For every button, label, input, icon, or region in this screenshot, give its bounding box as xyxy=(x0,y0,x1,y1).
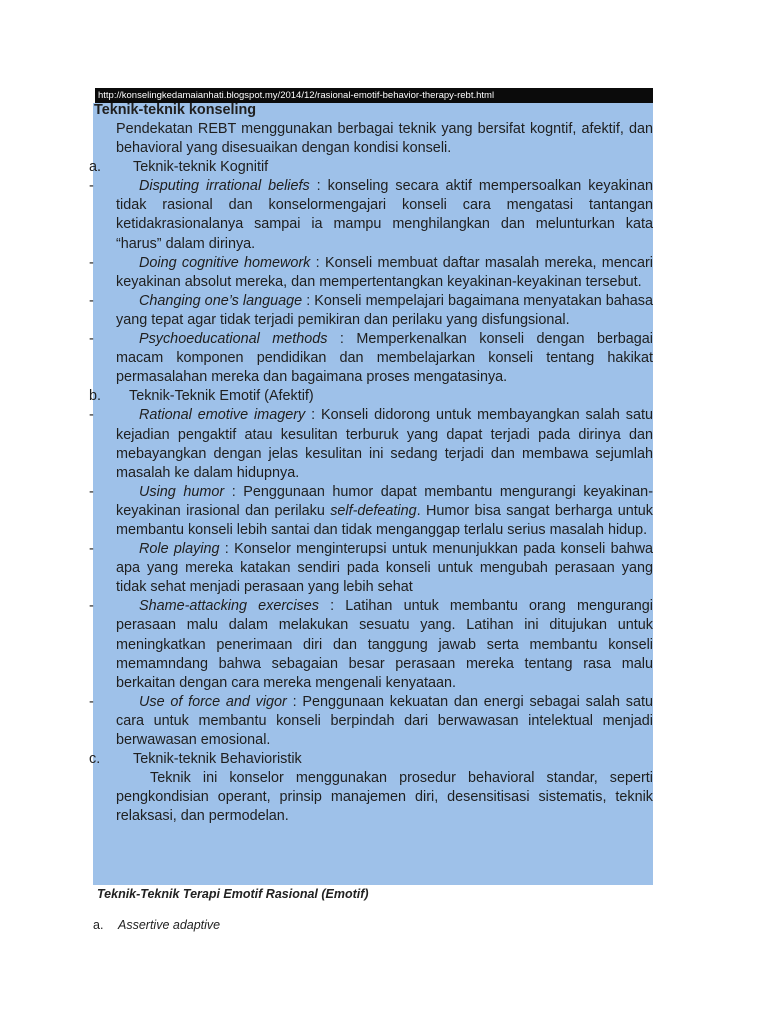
list-item xyxy=(89,254,653,292)
item-sep: : xyxy=(309,178,328,195)
document-body xyxy=(89,101,654,826)
item-term: Shame-attacking exercises xyxy=(139,598,319,615)
item-term: Rational emotive imagery xyxy=(139,407,306,424)
dash-marker: - xyxy=(89,331,94,348)
section-c-text: Teknik ini konselor menggunakan prosedur behavioral standar, seperti pengkondisian operant, prinsip manajemen diri, desensitisasi sistematis, teknik relaksasi, dan permodelan. xyxy=(116,770,653,825)
item-term: Psychoeducational methods xyxy=(139,331,328,348)
subsection-item-text: Assertive adaptive xyxy=(118,918,221,932)
dash-marker: - xyxy=(89,598,94,615)
item-term: Using humor xyxy=(139,483,225,500)
list-item xyxy=(89,597,654,692)
list-item xyxy=(89,540,654,597)
section-b-header xyxy=(89,387,653,406)
item-sep: : xyxy=(224,483,244,500)
dash-marker: - xyxy=(89,178,94,195)
item-text: Konseli didorong untuk membayangkan salah satu kejadian pengaktif atau kesulitan terburuk yang dapat terjadi pada dirinya dan mebayangkan dengan jelas kesulitan ini sedang terjadi dan membawa sejumlah masalah ke dalam hidupnya. xyxy=(116,407,653,481)
item-sep: : xyxy=(219,541,235,558)
item-text: konseling secara aktif mempersoalkan keyakinan tidak rasional dan konselormengajari konseli cara mengatasi tantangan ketidakrasionalanya sampai ia mampu menghilangkan dan melunturkan kata “harus” dalam dirinya. xyxy=(116,178,654,252)
item-sep: : xyxy=(302,292,315,309)
section-c-paragraph xyxy=(93,769,653,826)
section-a-marker: a. xyxy=(89,159,102,176)
intro-paragraph: Pendekatan REBT menggunakan berbagai teknik yang bersifat kogntif, afektif, dan behavioral yang disesuaikan dengan kondisi konseli. xyxy=(116,121,653,157)
list-item xyxy=(89,406,653,482)
item-term: Role playing xyxy=(139,541,220,558)
dash-marker: - xyxy=(89,407,94,424)
item-term: Changing one’s language xyxy=(139,292,303,309)
item-term: Use of force and vigor xyxy=(139,693,287,710)
subsection-item-marker: a. xyxy=(93,918,104,932)
section-b-title: Teknik-Teknik Emotif (Afektif) xyxy=(129,388,314,405)
section-a-header xyxy=(89,158,653,177)
item-term: Disputing irrational beliefs xyxy=(139,178,310,195)
item-text-continued: . Humor bisa sangat berharga untuk membantu konseli lebih santai dan tidak menganggap terlalu serius masalah hidup. xyxy=(116,502,653,538)
dash-marker: - xyxy=(89,292,94,309)
subsection-title: Teknik-Teknik Terapi Emotif Rasional (Emotif) xyxy=(97,887,369,901)
section-c-header xyxy=(89,750,653,769)
item-sep: : xyxy=(305,407,322,424)
item-sep: : xyxy=(327,331,357,348)
item-text: Memperkenalkan konseli dengan berbagai macam komponen pendidikan dan membelajarkan konseli tentang hakikat permasalahan mereka dan bagaimana proses mengatasinya. xyxy=(116,331,654,386)
item-sep: : xyxy=(310,254,325,271)
item-text: Konseli membuat daftar masalah mereka, mencari keyakinan absolut mereka, dan mempertentangkan keyakinan-keyakinan tersebut. xyxy=(116,254,653,290)
section-heading: Teknik-teknik konseling xyxy=(94,102,257,118)
item-text: Latihan untuk membantu orang mengurangi perasaan malu dalam melakukan sesuatu yang. Latihan ini ditujukan untuk meningkatkan penerimaan diri dan tanggung jawab serta membantu konseli memamndang bahwa sebagaian besar perasaan mereka tentang rasa malu berkaitan dengan cara mereka mengenali kenyataan. xyxy=(116,598,654,691)
item-sep: : xyxy=(318,598,346,615)
item-term: Doing cognitive homework xyxy=(139,254,311,271)
section-c-marker: c. xyxy=(89,751,101,768)
subsection-item xyxy=(93,918,220,932)
item-sep: : xyxy=(286,693,303,710)
list-item xyxy=(89,177,654,253)
item-term-inline: self-defeating xyxy=(330,502,417,519)
item-text: Konselor menginterupsi untuk menunjukkan pada konseli bahwa apa yang mereka katakan sendiri pada konseli untuk mengubah perasaan yang tidak sehat menjadi perasaan yang lebih sehat xyxy=(116,541,654,596)
list-item xyxy=(89,483,653,540)
section-a-title: Teknik-teknik Kognitif xyxy=(133,159,269,176)
item-text: Konseli mempelajari bagaimana menyatakan bahasa yang tepat agar tidak terjadi pemikiran dan perilaku yang disfungsional. xyxy=(116,292,653,328)
dash-marker: - xyxy=(89,483,94,500)
section-b-marker: b. xyxy=(89,388,102,405)
list-item xyxy=(89,330,654,387)
item-text: Penggunaan kekuatan dan energi sebagai salah satu cara untuk membantu konseli berpindah dari berwawasan intelektual menjadi berwawasan emosional. xyxy=(116,693,654,748)
list-item xyxy=(89,693,654,750)
source-url: http://konselingkedamaianhati.blogspot.my/2014/12/rasional-emotif-behavior-therapy-rebt.html xyxy=(98,90,495,101)
list-item xyxy=(89,292,653,330)
dash-marker: - xyxy=(89,541,94,558)
dash-marker: - xyxy=(89,254,94,271)
dash-marker: - xyxy=(89,693,94,710)
section-c-title: Teknik-teknik Behavioristik xyxy=(133,751,302,768)
item-text: Penggunaan humor dapat membantu mengurangi keyakinan-keyakinan irasional dan perilaku xyxy=(116,483,653,519)
